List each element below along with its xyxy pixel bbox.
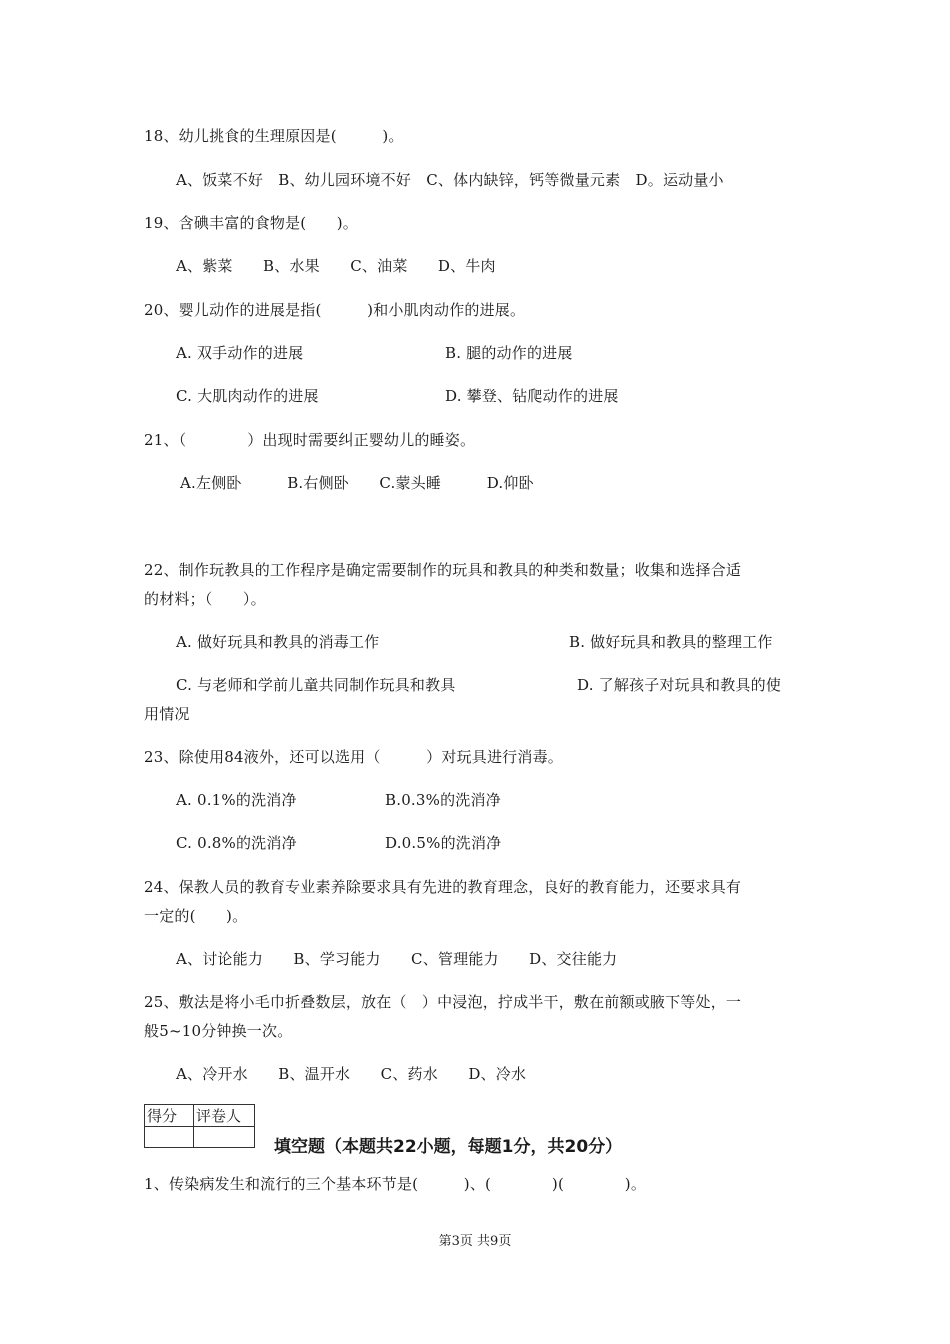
page-footer: 第3页 共9页 [438, 1234, 512, 1249]
score-box [144, 1104, 255, 1148]
question-24-stem-line2: 一定的( )。 [144, 907, 248, 925]
question-22-stem-line2: 的材料；（ ）。 [144, 590, 266, 608]
question-21-options: A.左侧卧 B.右侧卧 C.蒙头睡 D.仰卧 [180, 474, 534, 492]
question-22-stem-line1: 22、制作玩教具的工作程序是确定需要制作的玩具和教具的种类和数量；收集和选择合适 [144, 561, 742, 579]
question-22-option-b: B. 做好玩具和教具的整理工作 [569, 633, 773, 651]
question-23-option-b: B.0.3%的洗消净 [385, 791, 501, 809]
question-23-option-a: A. 0.1%的洗消净 [176, 791, 297, 809]
question-20-option-a: A. 双手动作的进展 [176, 344, 304, 362]
score-cell [145, 1127, 194, 1148]
question-22-option-d: D. 了解孩子对玩具和教具的使 [577, 676, 782, 694]
grader-cell [194, 1127, 255, 1148]
section-title: 填空题（本题共22小题，每题1分，共20分） [274, 1137, 623, 1157]
grader-label: 评卷人 [194, 1105, 255, 1127]
question-23-option-d: D.0.5%的洗消净 [385, 834, 502, 852]
question-18-stem: 18、幼儿挑食的生理原因是( )。 [144, 127, 404, 145]
question-19-options: A、紫菜 B、水果 C、油菜 D、牛肉 [176, 257, 496, 275]
question-20-option-c: C. 大肌肉动作的进展 [176, 387, 319, 405]
question-20-stem: 20、婴儿动作的进展是指( )和小肌肉动作的进展。 [144, 301, 526, 319]
question-23-option-c: C. 0.8%的洗消净 [176, 834, 297, 852]
fill-question-1: 1、传染病发生和流行的三个基本环节是( )、( )( )。 [144, 1175, 647, 1193]
question-18-options: A、饭菜不好 B、幼儿园环境不好 C、体内缺锌，钙等微量元素 D。运动量小 [176, 171, 724, 189]
question-25-stem-line2: 般5~10分钟换一次。 [144, 1022, 293, 1040]
question-19-stem: 19、含碘丰富的食物是( )。 [144, 214, 358, 232]
question-20-option-d: D. 攀登、钻爬动作的进展 [445, 387, 619, 405]
question-21-stem: 21、（ ）出现时需要纠正婴幼儿的睡姿。 [144, 431, 476, 449]
question-22-option-d-continued: 用情况 [144, 705, 190, 723]
question-20-option-b: B. 腿的动作的进展 [445, 344, 573, 362]
question-22-option-a: A. 做好玩具和教具的消毒工作 [176, 633, 380, 651]
score-label: 得分 [145, 1105, 194, 1127]
question-25-stem-line1: 25、敷法是将小毛巾折叠数层，放在（ ）中浸泡，拧成半干，敷在前额或腋下等处，一 [144, 993, 742, 1011]
question-24-stem-line1: 24、保教人员的教育专业素养除要求具有先进的教育理念，良好的教育能力，还要求具有 [144, 878, 742, 896]
question-23-stem: 23、除使用84液外，还可以选用（ ）对玩具进行消毒。 [144, 748, 563, 766]
question-22-option-c: C. 与老师和学前儿童共同制作玩具和教具 [176, 676, 456, 694]
question-25-options: A、冷开水 B、温开水 C、药水 D、冷水 [176, 1065, 527, 1083]
question-24-options: A、讨论能力 B、学习能力 C、管理能力 D、交往能力 [176, 950, 618, 968]
